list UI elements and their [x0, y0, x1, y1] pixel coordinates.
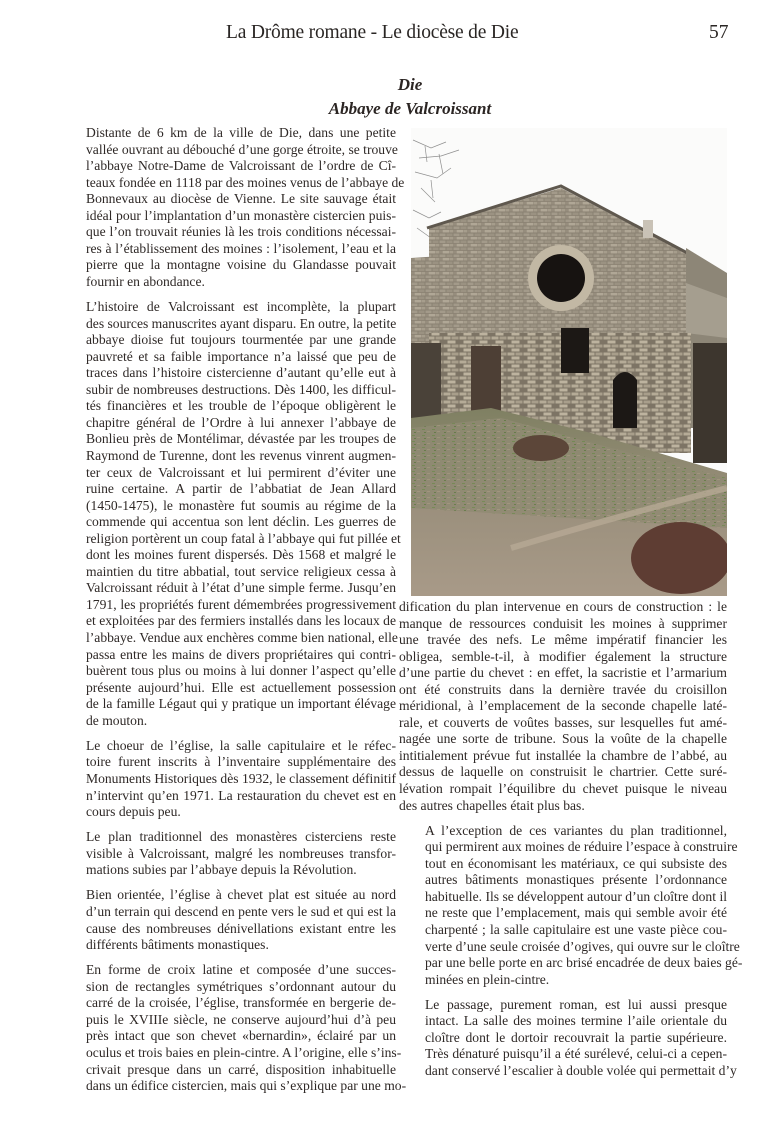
text-line: minées en plein-cintre.: [425, 971, 550, 987]
text-line: tout en économisant les matériaux, ce qui subsiste des: [425, 855, 727, 871]
text-line: crivait presque dans un carré, disposition inhabituelle: [86, 1061, 396, 1077]
text-line: buèrent tous plus ou moins à lui donner l’aspect qu’elle: [86, 663, 396, 679]
text-line: (1450-1475), le monastère fut soumis au régime de la: [86, 497, 396, 513]
text-line: dessus de laquelle on construisit le chartrier. Cette suré-: [399, 764, 727, 780]
text-line: traces dans l’histoire cistercienne d’autant qu’elle eut à: [86, 365, 396, 381]
text-line: Monuments Historiques dès 1932, le classement définitif: [86, 770, 396, 786]
text-line: passa entre les mains de divers propriétaires qui contri-: [86, 646, 396, 662]
running-title: La Drôme romane - Le diocèse de Die: [226, 22, 519, 43]
text-line: des autres chapelles était plus bas.: [399, 797, 585, 813]
text-line: mations subies par l’abbaye depuis la Révolution.: [86, 862, 357, 878]
text-line: présente aujourd’hui. Elle est actuellement possession: [86, 679, 396, 695]
text-line: vallée ouvrant au débouché d’une gorge étroite, se trouve: [86, 141, 398, 157]
text-line: tés financières et les trouble de l’époque obligèrent le: [86, 398, 396, 414]
text-line: nagée une sorte de tribune. Sous la voûte de la chapelle: [399, 731, 727, 747]
text-line: des sources manuscrites ayant disparu. En outre, la petite: [86, 315, 397, 331]
paragraph: [399, 822, 743, 988]
text-line: que l’on trouvait réunies là les trois conditions nécessai-: [86, 224, 396, 240]
text-line: obligea, semble-t-il, à modifier également la structure: [399, 648, 727, 664]
text-line: manque de ressources conduisit les moines à supprimer: [399, 615, 727, 631]
text-line: n’intervint qu’en 1971. La restauration du chevet est en: [86, 787, 396, 803]
text-line: l’abbaye. Vendue aux enchères comme bien national, elle: [86, 630, 398, 645]
paragraph: [399, 996, 737, 1080]
text-line: teaux fondée en 1118 par des moines venus de l’abbaye de: [86, 174, 405, 190]
text-line: Le plan traditionnel des monastères cisterciens reste: [86, 829, 396, 845]
text-line: L’histoire de Valcroissant est incomplète, la plupart: [86, 299, 396, 315]
text-line: En forme de croix latine et composée d’une succes-: [86, 962, 396, 978]
text-line: habituelle. Ils se développent autour d’un cloître dont il: [425, 888, 727, 904]
text-line: Raymond de Turenne, dont les revenus vinrent augmen-: [86, 447, 396, 463]
running-head: [0, 22, 776, 52]
text-line: maintien du titre abbatial, tout service religieux cessa à: [86, 563, 396, 579]
text-line: Bonnevaux au diocèse de Vienne. Le site sauvage était: [86, 191, 396, 207]
text-line: rale, et couverts de voûtes basses, sur lesquelles fut amé-: [399, 714, 727, 730]
text-line: charpenté ; la salle capitulaire est une vaste pièce cou-: [425, 921, 727, 937]
text-line: cause des nombreuses dénivellations existant entre les: [86, 920, 396, 936]
text-line: fournir en abondance.: [86, 273, 205, 289]
paragraph: [60, 829, 396, 879]
text-line: oculus et trois baies en plein-cintre. A l’origine, elle s’ins-: [86, 1044, 402, 1060]
text-line: 1791, les propriétés furent démembrées progressivement: [86, 596, 396, 612]
text-line: A l’exception de ces variantes du plan traditionnel,: [425, 822, 727, 838]
text-line: visible à Valcroissant, malgré les nombreuses transfor-: [86, 845, 396, 861]
text-line: une travée des nefs. Le même impératif financier les: [399, 632, 727, 648]
text-line: abbaye dioise fut toujours tourmentée par une grande: [86, 332, 396, 348]
text-line: toire furent inscrits à l’inventaire supplémentaire des: [86, 754, 396, 770]
text-line: l’abbaye Notre-Dame de Valcroissant de l’ordre de Cî-: [86, 158, 396, 174]
text-line: religion portèrent un coup fatal à l’abbaye qui fut pillée et: [86, 530, 401, 546]
right-column: [399, 599, 743, 1088]
paragraph: [60, 125, 405, 290]
left-column: [60, 125, 407, 1103]
article-title-subject: Abbaye de Valcroissant: [328, 99, 492, 118]
text-line: cloître dont le dortoir recouvrait la partie supérieure.: [425, 1029, 727, 1045]
paragraph: [60, 887, 396, 953]
text-line: ont été construits dans la dernière travée du croisillon: [399, 681, 727, 697]
text-line: de la famille Légaut qui y pratique un important élévage: [86, 696, 396, 712]
text-line: carré de la croisée, l’église, transformée en bergerie de-: [86, 995, 396, 1011]
paragraph: [399, 599, 727, 814]
text-line: qui permirent aux moines de réduire l’espace à construire: [425, 839, 738, 855]
text-line: commende qui accentua son lent déclin. Les guerres de: [86, 514, 396, 530]
text-line: idéal pour l’implantation d’un monastère cistercien puis-: [86, 207, 396, 223]
paragraph: [60, 299, 401, 729]
text-line: ruine certaine. A partir de l’abbatiat de Jean Allard: [86, 481, 396, 497]
text-line: différents bâtiments monastiques.: [86, 937, 269, 953]
text-line: Le choeur de l’église, la salle capitulaire et le réfec-: [86, 737, 396, 753]
text-line: Distante de 6 km de la ville de Die, dans une petite: [86, 125, 396, 140]
text-line: chapitre général de l’Ordre à lui annexer l’abbaye de: [86, 414, 396, 430]
text-line: subir de nombreuses destructions. Dès 1400, les difficul-: [86, 381, 396, 397]
text-line: Bonlieu près de Montélimar, dévastée par les troupes de: [86, 431, 396, 447]
text-line: verte d’une seule croisée d’ogives, qui ouvre sur le cloître: [425, 938, 740, 954]
text-line: Le passage, purement roman, est lui aussi presque: [425, 996, 727, 1012]
text-line: de mouton.: [86, 712, 148, 728]
text-line: dant conservé l’escalier à double volée qui permettait d’y: [425, 1062, 737, 1078]
page-number: 57: [709, 22, 729, 43]
article-title: [230, 73, 590, 121]
text-line: ne reste que l’emplacement, mais qui semble avoir été: [425, 905, 727, 921]
text-line: Bien orientée, l’église à chevet plat est située au nord: [86, 887, 396, 903]
article-title-place: Die: [397, 75, 423, 94]
photo-icon: [411, 128, 727, 596]
text-line: sion de rectangles symétriques s’ordonnant autour du: [86, 978, 396, 994]
text-line: intact. La salle des moines termine l’aile orientale du: [425, 1013, 727, 1029]
paragraph: [60, 962, 407, 1094]
text-line: Très dénaturé puisqu’il a été surélevé, celui-ci a cepen-: [425, 1046, 727, 1062]
text-line: et exploitées par des fermiers installés dans les locaux de: [86, 613, 396, 629]
text-line: Valcroissant réduit à l’état d’une simple ferme. Jusqu’en: [86, 580, 396, 596]
text-line: autres bâtiments monastiques présente l’ordonnance: [425, 872, 727, 888]
text-line: dans un édifice cistercien, mais qui s’explique par une mo-: [86, 1078, 407, 1094]
abbey-photo: [411, 128, 727, 596]
text-line: res à l’établissement des moines : l’isolement, l’eau et la: [86, 240, 396, 256]
text-line: cours depuis peu.: [86, 804, 181, 820]
text-line: intitialement prévue fut installée la chambre de l’abbé, au: [399, 747, 727, 763]
text-line: méridional, à l’emplacement de la seconde chapelle laté-: [399, 698, 727, 714]
text-line: d’un terrain qui descend en pente vers le sud et qui est la: [86, 903, 396, 919]
text-line: ter ceux de Valcroissant et lui permirent d’éviter une: [86, 464, 396, 480]
text-line: dont les moines furent dispersés. Dès 1568 et malgré le: [86, 547, 396, 563]
paragraph: [60, 738, 396, 821]
text-line: d’une partie du chevet : en effet, la sacristie et l’armarium: [399, 665, 727, 681]
text-line: près intact que son chevet «bernardin», éclairé par un: [86, 1028, 396, 1044]
text-line: pauvreté et sa faible importance n’a laissé que peu de: [86, 348, 396, 364]
text-line: dification du plan intervenue en cours de construction : le: [399, 599, 727, 614]
text-line: puis le XVIIIe siècle, ne conserve aujourd’hui d’à peu: [86, 1011, 396, 1027]
text-line: lévation rompait l’équilibre du chevet puisque le niveau: [399, 781, 727, 797]
text-line: par une belle porte en arc brisé encadrée de deux baies gé-: [425, 955, 743, 971]
text-line: pierre que la montagne voisine du Glandasse pouvait: [86, 257, 396, 273]
